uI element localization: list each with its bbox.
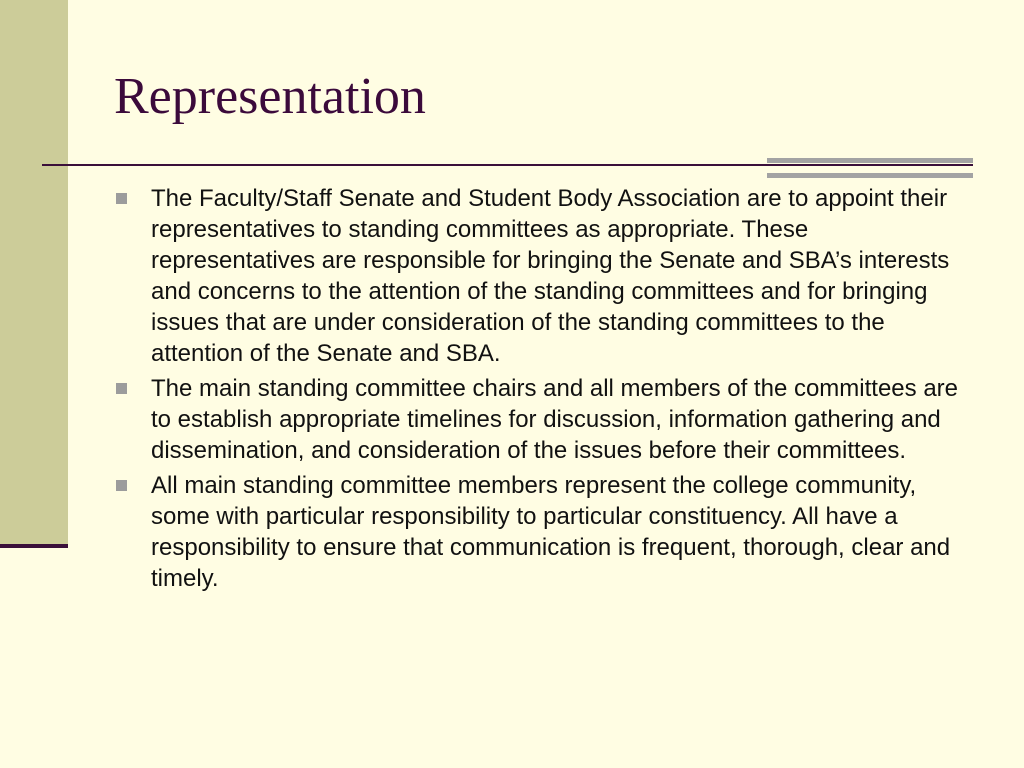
square-bullet-icon <box>116 193 127 204</box>
bullet-text: All main standing committee members represent the college community, some with particular responsibility to particular constituency. All have a responsibility to ensure that communication is frequent, thorough, clear and timely. <box>151 472 951 592</box>
bullet-list <box>112 183 972 598</box>
square-bullet-icon <box>116 480 127 491</box>
left-decorative-band <box>0 0 68 544</box>
title-divider-line <box>42 164 973 166</box>
decorative-gray-bar-top <box>767 158 973 163</box>
bullet-text: The Faculty/Staff Senate and Student Body Association are to appoint their representatives to standing committees as appropriate. These representatives are responsible for bringing the Senate and SBA’s interests and concerns to the attention of the standing committees and for bringing issues that are under consideration of the standing committees to the attention of the Senate and SBA. <box>151 185 950 367</box>
square-bullet-icon <box>116 383 127 394</box>
bullet-item <box>112 183 972 369</box>
left-band-underline <box>0 544 68 548</box>
bullet-item <box>112 470 972 594</box>
bullet-item <box>112 373 972 466</box>
slide-title: Representation <box>114 68 426 125</box>
bullet-text: The main standing committee chairs and all members of the committees are to establish appropriate timelines for discussion, information gathering and dissemination, and consideration of the issues before their committees. <box>151 375 959 464</box>
decorative-gray-bar-bottom <box>767 173 973 178</box>
